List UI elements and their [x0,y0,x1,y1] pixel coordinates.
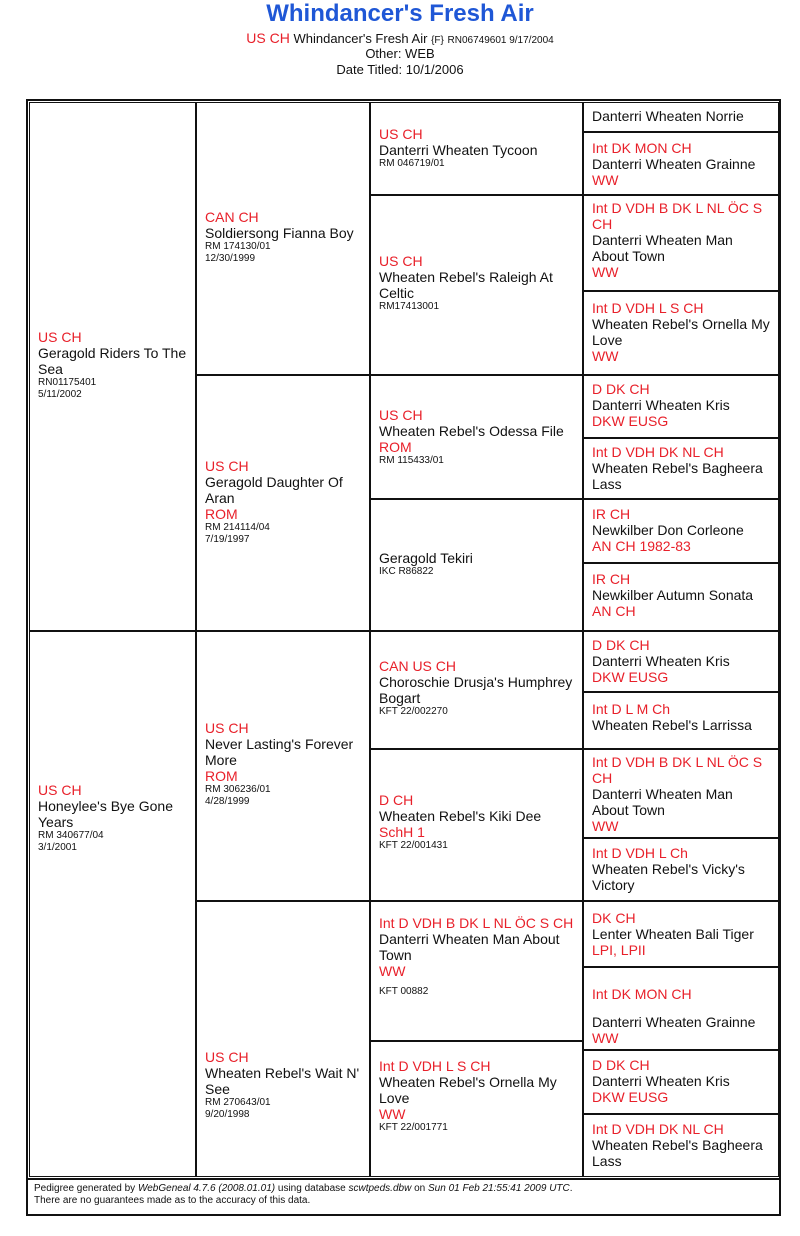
dog-name: Lenter Wheaten Bali Tiger [592,926,754,942]
footer-text: on [411,1183,428,1194]
subject-title-prefix: US CH [246,30,290,46]
dog-name: Danterri Wheaten Kris [592,1073,730,1089]
dog-reg: RM17413001 [379,301,440,312]
dog-suffix: WW [379,1106,406,1122]
dog-title: IR CH [592,571,631,587]
dog-name: Wheaten Rebel's Raleigh At Celtic [379,269,553,301]
dog-reg: RM 115433/01 [379,455,444,466]
dog-name: Wheaten Rebel's Ornella My Love [379,1074,557,1106]
dog-reg: RM 270643/01 [205,1097,271,1108]
g3-cell [370,1041,583,1177]
dog-date: 3/1/2001 [38,842,77,853]
dog-reg: RM 306236/01 [205,784,271,795]
dog-title: D CH [379,792,414,808]
dog-title: Int DK MON CH [592,986,692,1002]
g4-cell [583,692,779,749]
dog-name: Choroschie Drusja's Humphrey Bogart [379,674,573,706]
dog-suffix: ROM [379,439,412,455]
dog-suffix: WW [592,348,619,364]
dog-name: Danterri Wheaten Kris [592,397,730,413]
dog-date: 4/28/1999 [205,796,250,807]
g4-cell [583,631,779,692]
dog-title: Int D VDH DK NL CH [592,444,724,460]
footer-timestamp: Sun 01 Feb 21:55:41 2009 UTC [428,1183,570,1194]
g4-cell [583,749,779,838]
sire-dam-cell [196,375,370,631]
footer-software: WebGeneal 4.7.6 (2008.01.01) [137,1183,276,1194]
footer-text: . [569,1183,573,1194]
dog-name: Danterri Wheaten Grainne [592,1014,756,1030]
g4-cell [583,563,779,631]
dog-reg: RN01175401 [38,377,97,388]
dog-name: Never Lasting's Forever More [205,736,354,768]
dog-title: DK CH [592,910,636,926]
dog-reg: RM 214114/04 [205,522,270,533]
dog-suffix: ROM [205,506,238,522]
g4-cell [583,195,779,291]
dog-title: Int D VDH B DK L NL ÖC S CH [592,200,763,232]
g3-cell [370,901,583,1041]
g4-cell [583,1114,779,1177]
pedigree-chart [26,99,781,1216]
dog-name: Danterri Wheaten Norrie [592,108,744,124]
subject-other: Other: WEB [365,46,435,61]
subject-line [0,30,800,46]
dog-name: Danterri Wheaten Man About Town [379,931,560,963]
footer-text: Pedigree generated by [34,1183,138,1194]
sire-cell [29,102,196,631]
dog-suffix: WW [379,963,406,979]
dog-title: US CH [205,458,249,474]
dog-reg: RM 046719/01 [379,158,445,169]
footer-database: scwtpeds.dbw [348,1183,412,1194]
subject-name: Whindancer's Fresh Air [293,31,428,46]
dog-title: Int DK MON CH [592,140,692,156]
g4-cell [583,1050,779,1114]
g4-cell [583,375,779,438]
dog-title: Int D VDH L Ch [592,845,688,861]
dog-suffix: AN CH 1982-83 [592,538,691,554]
g4-cell [583,838,779,901]
dog-suffix: DKW EUSG [592,669,669,685]
dog-title: Int D L M Ch [592,701,671,717]
dog-title: Int D VDH B DK L NL ÖC S CH [592,754,763,786]
g4-cell [583,901,779,967]
dog-suffix: DKW EUSG [592,413,669,429]
dog-name: Wheaten Rebel's Bagheera Lass [592,460,763,492]
dog-name: Newkilber Don Corleone [592,522,744,538]
dog-title: CAN US CH [379,658,457,674]
dog-title: Int D VDH L S CH [379,1058,491,1074]
footer [26,1178,781,1216]
dog-reg: KFT 22/001431 [379,840,448,851]
footer-generated-line [34,1183,773,1195]
g4-cell [583,291,779,375]
dog-name: Wheaten Rebel's Odessa File [379,423,564,439]
g4-cell [583,967,779,1050]
g4-cell [583,438,779,499]
dog-title: US CH [379,253,423,269]
dog-title: US CH [205,720,249,736]
footer-text: using database [275,1183,349,1194]
dog-name: Danterri Wheaten Man About Town [592,786,733,818]
g4-cell [583,102,779,132]
dog-date: 9/20/1998 [205,1109,250,1120]
dog-reg: IKC R86822 [379,566,434,577]
dog-title: US CH [38,782,82,798]
dog-name: Newkilber Autumn Sonata [592,587,754,603]
dog-title: Int D VDH L S CH [592,300,704,316]
sire-sire-cell [196,102,370,375]
dog-suffix: AN CH [592,603,636,619]
dog-suffix: SchH 1 [379,824,425,840]
dog-suffix: WW [592,818,619,834]
dog-title: Int D VDH B DK L NL ÖC S CH [379,915,574,931]
dog-suffix: WW [592,264,619,280]
dog-reg: RM 340677/04 [38,830,104,841]
dog-title: US CH [379,126,423,142]
dog-name: Wheaten Rebel's Vicky's Victory [592,861,745,893]
dog-title: US CH [379,407,423,423]
dog-suffix: DKW EUSG [592,1089,669,1105]
dog-title: US CH [205,1049,249,1065]
dog-suffix: ROM [205,768,238,784]
dog-name: Wheaten Rebel's Larrissa [592,717,752,733]
g3-cell [370,749,583,901]
dog-name: Danterri Wheaten Tycoon [379,142,538,158]
subject-reg: RN06749601 9/17/2004 [447,35,554,46]
dog-title: D DK CH [592,381,650,397]
g3-cell [370,631,583,749]
dog-suffix: WW [592,1030,619,1046]
dog-reg: KFT 22/001771 [379,1122,448,1133]
subject-date-titled: Date Titled: 10/1/2006 [336,62,464,77]
dog-date: 7/19/1997 [205,534,250,545]
page-title: Whindancer's Fresh Air [266,0,534,27]
dog-title: Int D VDH DK NL CH [592,1121,724,1137]
dog-name: Wheaten Rebel's Bagheera Lass [592,1137,763,1169]
dam-dam-cell [196,901,370,1177]
dog-date: 12/30/1999 [205,253,256,264]
dam-sire-cell [196,631,370,901]
g4-cell [583,499,779,563]
dog-name: Danterri Wheaten Man About Town [592,232,733,264]
dog-name: Honeylee's Bye Gone Years [38,798,173,830]
dog-title: US CH [38,329,82,345]
subject-sex-code: {F} [431,35,444,46]
dog-name: Soldiersong Fianna Boy [205,225,354,241]
g3-cell [370,102,583,195]
dog-reg: RM 174130/01 [205,241,271,252]
dog-name: Wheaten Rebel's Kiki Dee [379,808,542,824]
dog-title: D DK CH [592,1057,650,1073]
dog-name: Wheaten Rebel's Wait N' See [205,1065,360,1097]
dog-name: Geragold Tekiri [379,550,473,566]
dog-title: D DK CH [592,637,650,653]
dog-name: Geragold Daughter Of Aran [205,474,343,506]
dog-reg: KFT 22/002270 [379,706,448,717]
g3-cell [370,499,583,631]
g4-cell [583,132,779,195]
dog-name: Danterri Wheaten Grainne [592,156,756,172]
footer-disclaimer: There are no guarantees made as to the accuracy of this data. [34,1195,311,1206]
dog-title: IR CH [592,506,631,522]
dog-reg: KFT 00882 [379,986,429,997]
dam-cell [29,631,196,1177]
g3-cell [370,375,583,499]
dog-suffix: LPI, LPII [592,942,646,958]
dog-title: CAN CH [205,209,259,225]
dog-name: Geragold Riders To The Sea [38,345,187,377]
dog-suffix: WW [592,172,619,188]
dog-date: 5/11/2002 [38,389,82,400]
g3-cell [370,195,583,375]
dog-name: Danterri Wheaten Kris [592,653,730,669]
dog-name: Wheaten Rebel's Ornella My Love [592,316,770,348]
